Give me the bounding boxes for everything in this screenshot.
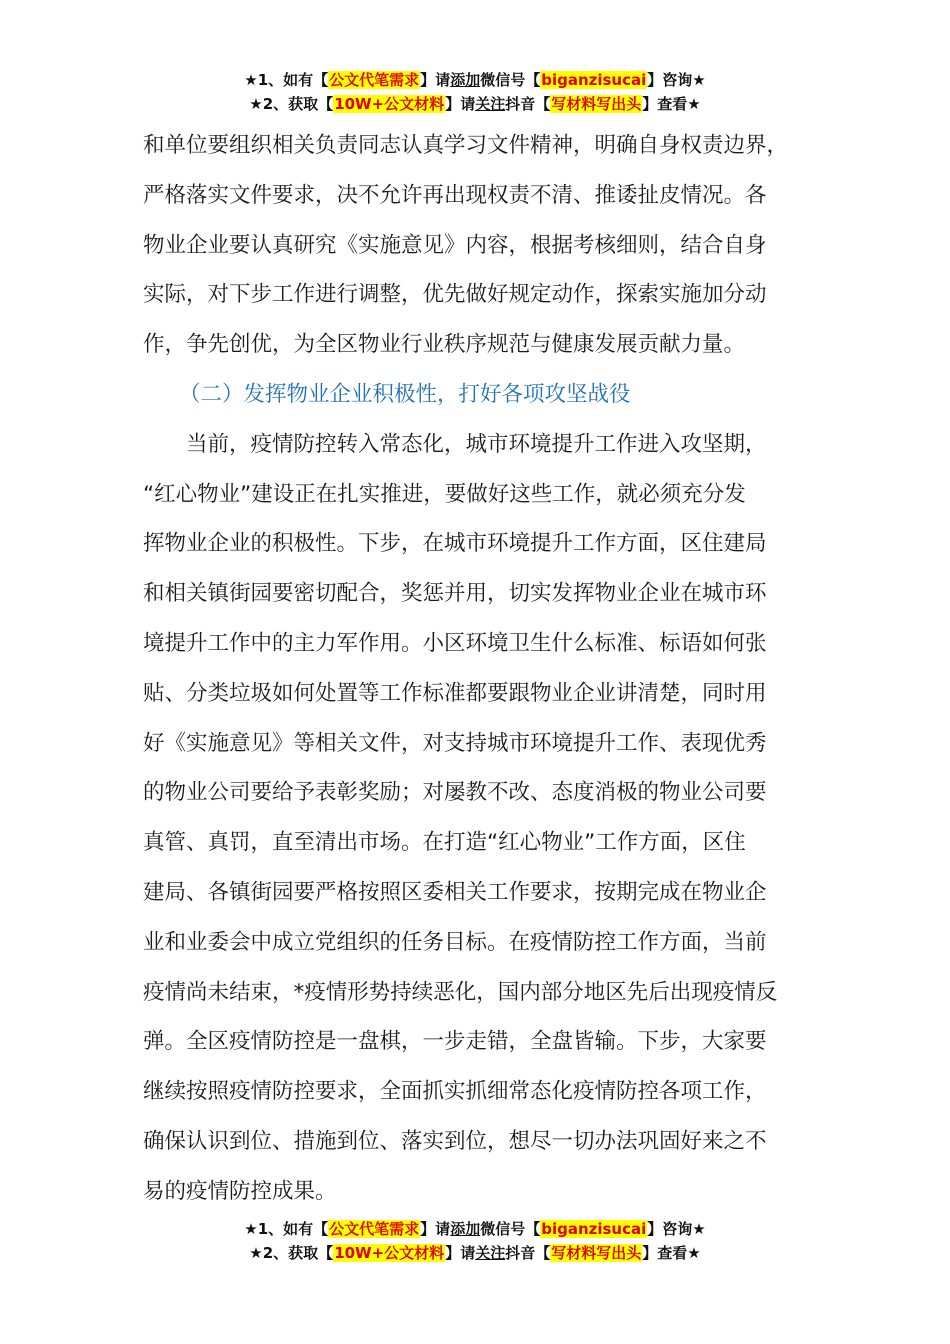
body-line: 和单位要组织相关负责同志认真学习文件精神，明确自身权责边界， bbox=[143, 133, 789, 158]
body-line: 作，争先创优，为全区物业行业秩序规范与健康发展贡献力量。 bbox=[143, 332, 746, 358]
body-line: “红心物业”建设正在扎实推进，要做好这些工作，就必须充分发 bbox=[143, 481, 746, 507]
promo-text: 抖音【 bbox=[505, 95, 551, 113]
promo-highlight: 写材料写出头 bbox=[551, 1244, 642, 1262]
promo-banner-bottom bbox=[0, 1217, 950, 1265]
promo-underline: 关注 bbox=[475, 1244, 506, 1262]
body-line: 建局、各镇街园要严格按照区委相关工作要求，按期完成在物业企 bbox=[143, 879, 767, 905]
body-line: 贴、分类垃圾如何处置等工作标准都要跟物业企业讲清楚，同时用 bbox=[143, 680, 767, 706]
body-line: 和相关镇街园要密切配合，奖惩并用，切实发挥物业企业在城市环 bbox=[143, 581, 767, 607]
promo-highlight: 公文代笔需求 bbox=[329, 1220, 420, 1238]
body-line: 物业企业要认真研究《实施意见》内容，根据考核细则，结合自身 bbox=[143, 232, 767, 258]
body-line: 当前，疫情防控转入常态化，城市环境提升工作进入攻坚期， bbox=[143, 431, 767, 457]
promo-line-1 bbox=[0, 1217, 950, 1241]
promo-highlight: 写材料写出头 bbox=[551, 95, 642, 113]
promo-text: 】请 bbox=[420, 71, 451, 89]
promo-highlight: biganzisucai bbox=[541, 71, 647, 89]
promo-underline: 关注 bbox=[475, 95, 506, 113]
promo-text: 】请 bbox=[445, 1244, 476, 1262]
promo-text: 】咨询★ bbox=[647, 71, 706, 89]
promo-text: 】查看★ bbox=[642, 95, 701, 113]
promo-text: ★1、如有【 bbox=[244, 71, 329, 89]
promo-text: 微信号【 bbox=[480, 71, 541, 89]
body-line: 继续按照疫情防控要求，全面抓实抓细常态化疫情防控各项工作， bbox=[143, 1079, 767, 1105]
promo-text: 】咨询★ bbox=[647, 1220, 706, 1238]
body-line: 确保认识到位、措施到位、落实到位，想尽一切办法巩固好来之不 bbox=[143, 1128, 767, 1154]
body-line: 真管、真罚，直至清出市场。在打造“红心物业”工作方面，区住 bbox=[143, 830, 746, 856]
promo-highlight: 10W+公文材料 bbox=[334, 1244, 445, 1262]
promo-banner-top bbox=[0, 68, 950, 116]
body-line: 严格落实文件要求，决不允许再出现权责不清、推诿扯皮情况。各 bbox=[143, 182, 767, 208]
body-line: 易的疫情防控成果。 bbox=[143, 1178, 337, 1204]
promo-highlight: 公文代笔需求 bbox=[329, 71, 420, 89]
document-body bbox=[143, 121, 823, 1217]
promo-text: 】请 bbox=[420, 1220, 451, 1238]
body-line: 疫情尚未结束，*疫情形势持续恶化，国内部分地区先后出现疫情反 bbox=[143, 979, 778, 1005]
promo-underline: 添加 bbox=[450, 71, 481, 89]
promo-text: 抖音【 bbox=[505, 1244, 551, 1262]
promo-underline: 添加 bbox=[450, 1220, 481, 1238]
promo-text: ★2、获取【 bbox=[249, 95, 334, 113]
body-line: 业和业委会中成立党组织的任务目标。在疫情防控工作方面，当前 bbox=[143, 929, 767, 955]
section-heading: （二）发挥物业企业积极性，打好各项攻坚战役 bbox=[179, 381, 631, 407]
promo-line-1 bbox=[0, 68, 950, 92]
body-line: 的物业公司要给予表彰奖励；对屡教不改、态度消极的物业公司要 bbox=[143, 780, 767, 806]
promo-text: 】查看★ bbox=[642, 1244, 701, 1262]
promo-text: 微信号【 bbox=[480, 1220, 541, 1238]
promo-line-2 bbox=[0, 92, 950, 116]
body-line: 弹。全区疫情防控是一盘棋，一步走错，全盘皆输。下步，大家要 bbox=[143, 1029, 767, 1055]
promo-text: 】请 bbox=[445, 95, 476, 113]
body-line: 挥物业企业的积极性。下步，在城市环境提升工作方面，区住建局 bbox=[143, 531, 767, 557]
promo-line-2 bbox=[0, 1241, 950, 1265]
promo-highlight: biganzisucai bbox=[541, 1220, 647, 1238]
body-line: 实际，对下步工作进行调整，优先做好规定动作，探索实施加分动 bbox=[143, 282, 767, 308]
body-line: 境提升工作中的主力军作用。小区环境卫生什么标准、标语如何张 bbox=[143, 630, 767, 656]
promo-text: ★1、如有【 bbox=[244, 1220, 329, 1238]
promo-text: ★2、获取【 bbox=[249, 1244, 334, 1262]
body-line: 好《实施意见》等相关文件，对支持城市环境提升工作、表现优秀 bbox=[143, 730, 767, 756]
promo-highlight: 10W+公文材料 bbox=[334, 95, 445, 113]
